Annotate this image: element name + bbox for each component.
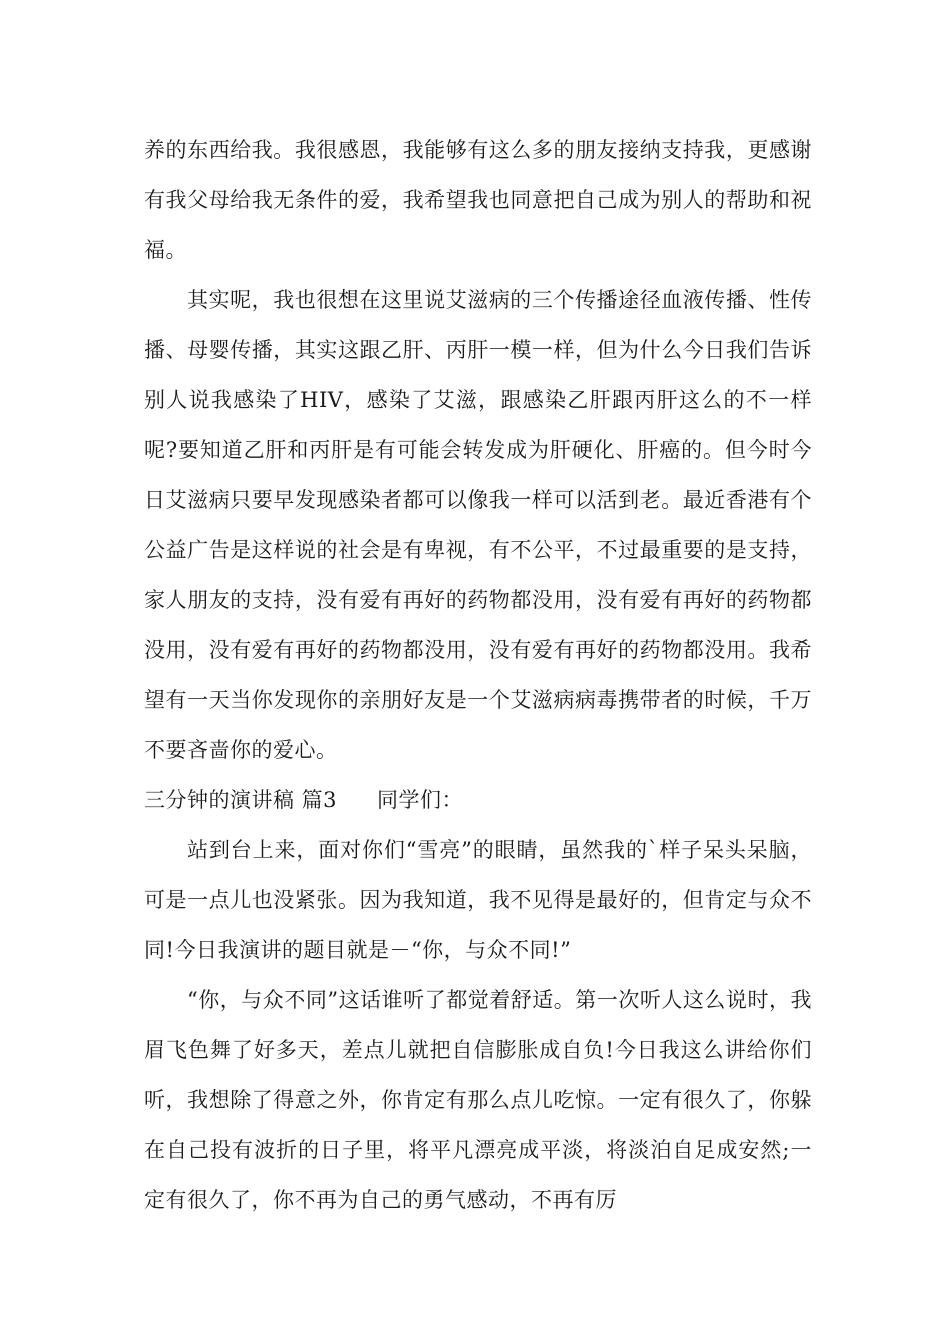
- document-body: [144, 125, 812, 1225]
- paragraph-aids-transmission: 其实呢，我也很想在这里说艾滋病的三个传播途径血液传播、性传播、母婴传播，其实这跟乙肝、丙肝一模一样，但为什么今日我们告诉别人说我感染了HIV，感染了艾滋，跟感染乙肝跟丙肝这么的不一样呢?要知道乙肝和丙肝是有可能会转发成为肝硬化、肝癌的。但今时今日艾滋病只要早发现感染者都可以像我一样可以活到老。最近香港有个公益广告是这样说的社会是有卑视，有不公平，不过最重要的是支持，家人朋友的支持，没有爱有再好的药物都没用，没有爱有再好的药物都没用，没有爱有再好的药物都没用，没有爱有再好的药物都没用。我希望有一天当你发现你的亲朋好友是一个艾滋病病毒携带者的时候，千万不要吝啬你的爱心。: [144, 288, 812, 762]
- paragraph-continuation: 养的东西给我。我很感恩，我能够有这么多的朋友接纳支持我，更感谢有我父母给我无条件的爱，我希望我也同意把自己成为别人的帮助和祝福。: [144, 138, 812, 262]
- section-salutation: 同学们：: [377, 788, 464, 812]
- paragraph-speech-body: “你，与众不同”这话谁听了都觉着舒适。第一次听人这么说时，我眉飞色舞了好多天，差点儿就把自信膨胀成自负!今日我这么讲给你们听，我想除了得意之外，你肯定有那么点儿吃惊。一定有很久了，你躲在自己投有波折的日子里，将平凡漂亮成平淡，将淡泊自足成安然;一定有很久了，你不再为自己的勇气感动，不再有厉: [144, 988, 812, 1212]
- paragraph-speech-opening: 站到台上来，面对你们“雪亮”的眼睛，虽然我的`样子呆头呆脑，可是一点儿也没紧张。因为我知道，我不见得是最好的，但肯定与众不同!今日我演讲的题目就是－“你，与众不同!”: [144, 838, 812, 962]
- section-heading: [144, 775, 812, 825]
- section-title: 三分钟的演讲稿 篇3: [144, 788, 338, 812]
